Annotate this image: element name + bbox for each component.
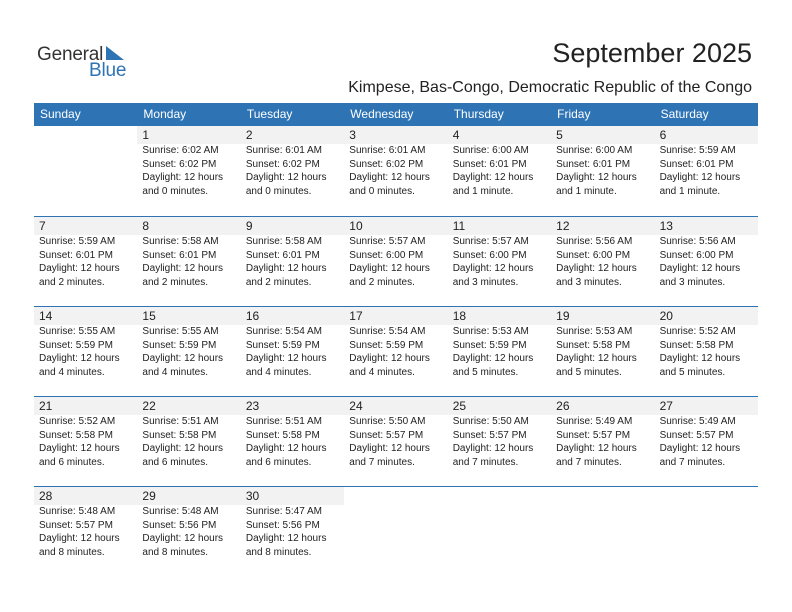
weekday-sunday: Sunday <box>40 107 81 121</box>
sunrise-time: Sunrise: 5:56 AM <box>556 236 633 247</box>
day-details <box>344 144 447 198</box>
sunset-time: Sunset: 5:58 PM <box>556 339 631 351</box>
day-number <box>344 487 447 505</box>
day-details <box>551 325 654 379</box>
daylight-minutes: and 3 minutes. <box>659 276 726 288</box>
day-cell <box>448 397 551 486</box>
day-cell <box>655 397 758 486</box>
day-details <box>344 325 447 379</box>
sunrise-time: Sunrise: 5:50 AM <box>452 416 529 427</box>
day-number: 11 <box>448 217 551 235</box>
daylight-hours: Daylight: 12 hours <box>452 263 534 274</box>
day-number: 16 <box>241 307 344 325</box>
day-cell <box>448 217 551 306</box>
daylight-minutes: and 0 minutes. <box>349 185 415 197</box>
weekday-tuesday: Tuesday <box>246 107 293 121</box>
sunrise-time: Sunrise: 5:47 AM <box>245 506 322 517</box>
day-number: 5 <box>551 126 654 144</box>
daylight-hours: Daylight: 12 hours <box>39 533 120 544</box>
daylight-minutes: and 2 minutes. <box>142 276 209 288</box>
sunrise-time: Sunrise: 5:49 AM <box>556 416 633 427</box>
daylight-hours: Daylight: 12 hours <box>349 263 430 274</box>
sunset-time: Sunset: 6:01 PM <box>452 158 527 170</box>
daylight-hours: Daylight: 12 hours <box>142 263 224 274</box>
day-number: 15 <box>137 307 240 325</box>
daylight-hours: Daylight: 12 hours <box>39 263 120 274</box>
day-details <box>448 235 551 289</box>
empty-day-cell <box>551 487 654 576</box>
day-cell <box>34 397 137 486</box>
day-number: 22 <box>137 397 240 415</box>
weeks-container <box>34 126 758 576</box>
sunset-time: Sunset: 6:01 PM <box>659 158 734 170</box>
daylight-minutes: and 8 minutes. <box>245 546 312 558</box>
day-number: 3 <box>344 126 447 144</box>
sunrise-time: Sunrise: 6:00 AM <box>452 145 529 156</box>
sunrise-time: Sunrise: 5:58 AM <box>142 236 219 247</box>
sunrise-time: Sunrise: 6:01 AM <box>245 145 322 156</box>
daylight-hours: Daylight: 12 hours <box>659 263 741 274</box>
weekday-thursday: Thursday <box>453 107 504 121</box>
daylight-minutes: and 4 minutes. <box>349 366 415 378</box>
sunset-time: Sunset: 5:59 PM <box>142 339 217 351</box>
day-number <box>551 487 654 505</box>
daylight-minutes: and 3 minutes. <box>452 276 519 288</box>
day-details <box>344 235 447 289</box>
daylight-minutes: and 4 minutes. <box>142 366 209 378</box>
day-cell <box>241 397 344 486</box>
daylight-hours: Daylight: 12 hours <box>245 443 327 454</box>
daylight-minutes: and 0 minutes. <box>142 185 209 197</box>
calendar-week <box>34 306 758 396</box>
calendar-week <box>34 126 758 216</box>
daylight-hours: Daylight: 12 hours <box>142 533 224 544</box>
day-details <box>137 235 240 289</box>
sunset-time: Sunset: 5:59 PM <box>245 339 320 351</box>
daylight-hours: Daylight: 12 hours <box>452 172 534 183</box>
sunrise-time: Sunrise: 5:59 AM <box>659 145 736 156</box>
day-cell <box>241 487 344 576</box>
daylight-minutes: and 8 minutes. <box>39 546 105 558</box>
sunrise-time: Sunrise: 5:58 AM <box>245 236 322 247</box>
day-details <box>448 415 551 469</box>
empty-day-cell <box>344 487 447 576</box>
day-details <box>344 415 447 469</box>
sunset-time: Sunset: 6:01 PM <box>245 249 320 261</box>
sunrise-time: Sunrise: 5:51 AM <box>142 416 219 427</box>
sunset-time: Sunset: 6:01 PM <box>556 158 631 170</box>
day-details <box>655 235 758 289</box>
day-details <box>655 144 758 198</box>
day-cell <box>344 397 447 486</box>
daylight-hours: Daylight: 12 hours <box>349 172 430 183</box>
empty-day-cell <box>448 487 551 576</box>
weekday-friday: Friday <box>557 107 591 121</box>
sunrise-time: Sunrise: 5:57 AM <box>452 236 529 247</box>
daylight-hours: Daylight: 12 hours <box>349 443 430 454</box>
day-details <box>448 325 551 379</box>
day-details <box>241 235 344 289</box>
empty-day-cell <box>34 126 137 216</box>
day-details <box>34 235 137 289</box>
day-number: 25 <box>448 397 551 415</box>
day-number <box>655 487 758 505</box>
daylight-minutes: and 6 minutes. <box>39 456 105 468</box>
day-details <box>655 415 758 469</box>
daylight-hours: Daylight: 12 hours <box>659 443 741 454</box>
sunrise-time: Sunrise: 6:01 AM <box>349 145 426 156</box>
day-details <box>241 144 344 198</box>
sunrise-time: Sunrise: 5:51 AM <box>245 416 322 427</box>
sunrise-time: Sunrise: 5:49 AM <box>659 416 736 427</box>
daylight-hours: Daylight: 12 hours <box>452 353 534 364</box>
day-details <box>448 144 551 198</box>
sunset-time: Sunset: 5:57 PM <box>39 519 113 531</box>
logo-text-general: General <box>37 44 104 65</box>
sunrise-time: Sunrise: 5:56 AM <box>659 236 736 247</box>
sunset-time: Sunset: 5:57 PM <box>659 429 734 441</box>
day-cell <box>137 126 240 216</box>
sunset-time: Sunset: 5:56 PM <box>142 519 217 531</box>
day-cell <box>551 217 654 306</box>
day-number: 2 <box>241 126 344 144</box>
sunset-time: Sunset: 6:02 PM <box>245 158 320 170</box>
daylight-minutes: and 7 minutes. <box>452 456 519 468</box>
day-number: 27 <box>655 397 758 415</box>
daylight-hours: Daylight: 12 hours <box>556 263 637 274</box>
sunrise-time: Sunrise: 5:52 AM <box>39 416 116 427</box>
day-cell <box>34 307 137 396</box>
daylight-hours: Daylight: 12 hours <box>142 172 224 183</box>
day-details <box>137 325 240 379</box>
day-number: 18 <box>448 307 551 325</box>
sunset-time: Sunset: 5:58 PM <box>245 429 320 441</box>
day-cell <box>137 307 240 396</box>
sunset-time: Sunset: 6:02 PM <box>349 158 424 170</box>
day-number: 9 <box>241 217 344 235</box>
sunset-time: Sunset: 6:00 PM <box>349 249 424 261</box>
sunrise-time: Sunrise: 5:50 AM <box>349 416 426 427</box>
logo <box>37 44 137 80</box>
sunset-time: Sunset: 6:00 PM <box>452 249 527 261</box>
daylight-hours: Daylight: 12 hours <box>556 353 637 364</box>
calendar-week <box>34 396 758 486</box>
location-subtitle: Kimpese, Bas-Congo, Democratic Republic of the Congo <box>348 79 752 96</box>
day-cell <box>241 217 344 306</box>
day-details <box>137 505 240 559</box>
empty-day-cell <box>655 487 758 576</box>
sunrise-time: Sunrise: 5:48 AM <box>39 506 116 517</box>
daylight-minutes: and 8 minutes. <box>142 546 209 558</box>
sunset-time: Sunset: 5:58 PM <box>39 429 113 441</box>
daylight-minutes: and 0 minutes. <box>245 185 312 197</box>
day-number: 8 <box>137 217 240 235</box>
day-number: 10 <box>344 217 447 235</box>
day-number: 19 <box>551 307 654 325</box>
day-cell <box>34 487 137 576</box>
sunrise-time: Sunrise: 5:54 AM <box>349 326 426 337</box>
day-cell <box>551 307 654 396</box>
sunset-time: Sunset: 5:56 PM <box>245 519 320 531</box>
day-number: 7 <box>34 217 137 235</box>
sunset-time: Sunset: 6:02 PM <box>142 158 217 170</box>
daylight-hours: Daylight: 12 hours <box>39 443 120 454</box>
day-number: 26 <box>551 397 654 415</box>
day-number: 28 <box>34 487 137 505</box>
day-cell <box>241 307 344 396</box>
day-details <box>34 415 137 469</box>
daylight-hours: Daylight: 12 hours <box>245 353 327 364</box>
daylight-minutes: and 3 minutes. <box>556 276 622 288</box>
sunset-time: Sunset: 6:01 PM <box>142 249 217 261</box>
day-details <box>655 325 758 379</box>
sunset-time: Sunset: 6:00 PM <box>659 249 734 261</box>
sunrise-time: Sunrise: 5:55 AM <box>39 326 116 337</box>
sunrise-time: Sunrise: 5:54 AM <box>245 326 322 337</box>
daylight-hours: Daylight: 12 hours <box>349 353 430 364</box>
day-number: 29 <box>137 487 240 505</box>
sunrise-time: Sunrise: 6:00 AM <box>556 145 633 156</box>
sunrise-time: Sunrise: 5:48 AM <box>142 506 219 517</box>
day-number: 17 <box>344 307 447 325</box>
calendar-week <box>34 486 758 576</box>
weekday-header <box>34 103 758 126</box>
day-cell <box>34 217 137 306</box>
daylight-minutes: and 5 minutes. <box>452 366 519 378</box>
daylight-hours: Daylight: 12 hours <box>245 263 327 274</box>
weekday-monday: Monday <box>143 107 187 121</box>
sunrise-time: Sunrise: 5:53 AM <box>452 326 529 337</box>
sunset-time: Sunset: 5:59 PM <box>349 339 424 351</box>
daylight-minutes: and 1 minute. <box>452 185 514 197</box>
daylight-hours: Daylight: 12 hours <box>142 443 224 454</box>
sunset-time: Sunset: 6:01 PM <box>39 249 113 261</box>
day-details <box>34 505 137 559</box>
day-details <box>551 144 654 198</box>
calendar-week <box>34 216 758 306</box>
weekday-saturday: Saturday <box>660 107 709 121</box>
daylight-hours: Daylight: 12 hours <box>245 172 327 183</box>
day-number: 21 <box>34 397 137 415</box>
sunset-time: Sunset: 5:57 PM <box>452 429 527 441</box>
day-number <box>448 487 551 505</box>
day-details <box>551 415 654 469</box>
day-cell <box>551 126 654 216</box>
daylight-minutes: and 2 minutes. <box>245 276 312 288</box>
page-title: September 2025 <box>552 38 752 68</box>
day-cell <box>655 126 758 216</box>
day-number: 20 <box>655 307 758 325</box>
daylight-minutes: and 2 minutes. <box>39 276 105 288</box>
daylight-minutes: and 6 minutes. <box>142 456 209 468</box>
daylight-hours: Daylight: 12 hours <box>556 443 637 454</box>
day-number: 6 <box>655 126 758 144</box>
daylight-hours: Daylight: 12 hours <box>659 353 741 364</box>
daylight-minutes: and 5 minutes. <box>556 366 622 378</box>
daylight-hours: Daylight: 12 hours <box>556 172 637 183</box>
daylight-hours: Daylight: 12 hours <box>659 172 741 183</box>
day-details <box>241 505 344 559</box>
daylight-hours: Daylight: 12 hours <box>39 353 120 364</box>
logo-text-blue: Blue <box>89 60 127 81</box>
day-details <box>137 144 240 198</box>
day-cell <box>655 217 758 306</box>
daylight-hours: Daylight: 12 hours <box>452 443 534 454</box>
daylight-minutes: and 5 minutes. <box>659 366 726 378</box>
day-details <box>241 325 344 379</box>
daylight-minutes: and 7 minutes. <box>556 456 622 468</box>
day-number <box>34 126 137 144</box>
day-details <box>241 415 344 469</box>
weekday-wednesday: Wednesday <box>350 107 414 121</box>
day-number: 12 <box>551 217 654 235</box>
day-number: 4 <box>448 126 551 144</box>
day-number: 14 <box>34 307 137 325</box>
day-number: 13 <box>655 217 758 235</box>
day-cell <box>137 487 240 576</box>
sunset-time: Sunset: 5:58 PM <box>142 429 217 441</box>
day-cell <box>137 397 240 486</box>
sunrise-time: Sunrise: 6:02 AM <box>142 145 219 156</box>
day-cell <box>448 126 551 216</box>
sunset-time: Sunset: 5:57 PM <box>349 429 424 441</box>
daylight-minutes: and 7 minutes. <box>659 456 726 468</box>
day-cell <box>448 307 551 396</box>
daylight-hours: Daylight: 12 hours <box>142 353 224 364</box>
day-cell <box>137 217 240 306</box>
daylight-minutes: and 4 minutes. <box>39 366 105 378</box>
day-cell <box>344 126 447 216</box>
day-details <box>137 415 240 469</box>
daylight-hours: Daylight: 12 hours <box>245 533 327 544</box>
day-cell <box>551 397 654 486</box>
sunset-time: Sunset: 5:57 PM <box>556 429 631 441</box>
day-number: 30 <box>241 487 344 505</box>
day-cell <box>655 307 758 396</box>
day-cell <box>241 126 344 216</box>
daylight-minutes: and 1 minute. <box>556 185 617 197</box>
daylight-minutes: and 7 minutes. <box>349 456 415 468</box>
daylight-minutes: and 6 minutes. <box>245 456 312 468</box>
sunset-time: Sunset: 5:59 PM <box>39 339 113 351</box>
sunset-time: Sunset: 6:00 PM <box>556 249 631 261</box>
sunrise-time: Sunrise: 5:57 AM <box>349 236 426 247</box>
day-cell <box>344 307 447 396</box>
daylight-minutes: and 1 minute. <box>659 185 721 197</box>
day-details <box>551 235 654 289</box>
day-cell <box>344 217 447 306</box>
sunrise-time: Sunrise: 5:55 AM <box>142 326 219 337</box>
sunset-time: Sunset: 5:58 PM <box>659 339 734 351</box>
sunset-time: Sunset: 5:59 PM <box>452 339 527 351</box>
day-number: 1 <box>137 126 240 144</box>
sunrise-time: Sunrise: 5:59 AM <box>39 236 116 247</box>
calendar-grid <box>34 103 758 576</box>
daylight-minutes: and 4 minutes. <box>245 366 312 378</box>
day-details <box>34 325 137 379</box>
sunrise-time: Sunrise: 5:52 AM <box>659 326 736 337</box>
day-number: 24 <box>344 397 447 415</box>
day-number: 23 <box>241 397 344 415</box>
daylight-minutes: and 2 minutes. <box>349 276 415 288</box>
sunrise-time: Sunrise: 5:53 AM <box>556 326 633 337</box>
